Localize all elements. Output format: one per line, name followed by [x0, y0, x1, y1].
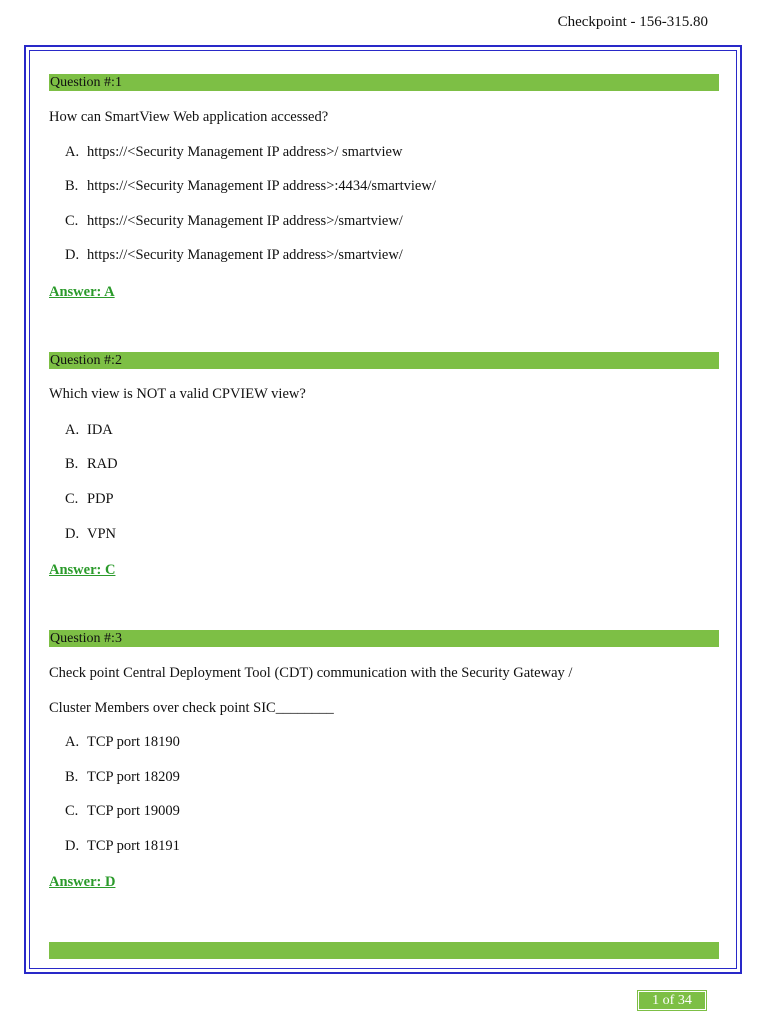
question-1-option-c	[65, 212, 403, 230]
question-3-option-b	[65, 768, 180, 786]
question-3-answer: Answer: D	[49, 874, 116, 890]
question-3-header: Question #:3	[49, 630, 719, 647]
question-2-option-d	[65, 525, 116, 543]
option-text: https://<Security Management IP address>/smartview/	[87, 213, 403, 229]
question-1-answer: Answer: A	[49, 284, 115, 300]
page-header-title: Checkpoint - 156-315.80	[557, 14, 708, 30]
question-1-option-a	[65, 143, 402, 161]
option-text: https://<Security Management IP address>/ smartview	[87, 144, 403, 160]
question-3-text-line-2: Cluster Members over check point SIC________	[49, 700, 334, 716]
option-letter: B.	[65, 456, 79, 472]
option-letter: C.	[65, 491, 79, 507]
option-text: TCP port 18191	[87, 838, 180, 854]
option-letter: B.	[65, 769, 79, 785]
question-1-option-b	[65, 177, 436, 195]
option-text: IDA	[87, 422, 113, 438]
option-letter: D.	[65, 526, 80, 542]
option-letter: D.	[65, 247, 80, 263]
option-text: TCP port 19009	[87, 803, 180, 819]
option-letter: C.	[65, 213, 79, 229]
option-letter: A.	[65, 422, 80, 438]
question-2-option-c	[65, 490, 114, 508]
question-1-option-d	[65, 246, 403, 264]
question-2-option-b	[65, 455, 118, 473]
option-text: PDP	[87, 491, 114, 507]
option-letter: D.	[65, 838, 80, 854]
option-text: https://<Security Management IP address>:4434/smartview/	[87, 178, 436, 194]
option-letter: A.	[65, 734, 80, 750]
question-2-answer: Answer: C	[49, 562, 116, 578]
question-3-text-line-1: Check point Central Deployment Tool (CDT) communication with the Security Gateway /	[49, 665, 573, 681]
question-1-header: Question #:1	[49, 74, 719, 91]
page-number-badge	[637, 990, 707, 1011]
question-2-option-a	[65, 421, 113, 439]
question-2-text: Which view is NOT a valid CPVIEW view?	[49, 386, 306, 402]
option-text: TCP port 18190	[87, 734, 180, 750]
option-text: VPN	[87, 526, 117, 542]
option-letter: C.	[65, 803, 79, 819]
question-1-text: How can SmartView Web application accessed?	[49, 109, 329, 125]
option-text: TCP port 18209	[87, 769, 180, 785]
option-letter: B.	[65, 178, 79, 194]
question-2-header: Question #:2	[49, 352, 719, 369]
option-text: https://<Security Management IP address>/smartview/	[87, 247, 403, 263]
question-3-option-c	[65, 802, 180, 820]
page-number: 1 of 34	[639, 992, 705, 1009]
question-3-option-d	[65, 837, 180, 855]
option-text: RAD	[87, 456, 118, 472]
next-question-header	[49, 942, 719, 959]
option-letter: A.	[65, 144, 80, 160]
question-3-option-a	[65, 733, 180, 751]
